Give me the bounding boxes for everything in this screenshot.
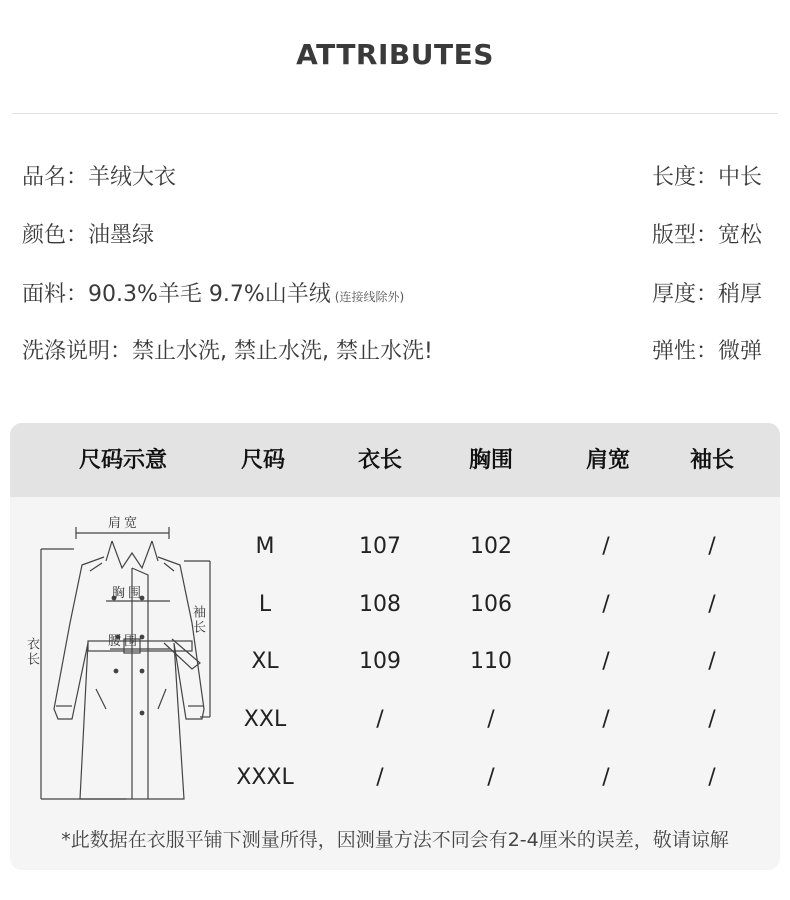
cell-shoulder: / [602,649,610,674]
attr-fabric [22,282,404,310]
cell-shoulder: / [602,592,610,617]
attr-label: 版型： [651,223,718,248]
cell-sleeve: / [708,765,716,790]
cell-sleeve: / [708,707,716,732]
attr-elasticity [652,339,762,365]
cell-sleeve: / [708,592,716,617]
attr-label: 品名： [22,165,89,190]
cell-chest: 106 [470,592,512,617]
cell-sleeve: / [708,649,716,674]
cell-size: M [255,534,275,559]
size-chart-header [10,423,780,497]
attr-color [22,223,154,249]
attr-label: 弹性： [651,339,718,364]
cell-chest: 110 [470,649,512,674]
header-sleeve: 袖长 [689,448,734,473]
diagram-label-sleeve: 袖长 [190,605,205,635]
attr-label: 颜色： [22,223,89,248]
coat-diagram [24,513,224,803]
attr-value: 90.3%羊毛 9.7%山羊绒 [88,282,331,307]
cell-shoulder: / [602,534,610,559]
divider [12,113,778,114]
diagram-label-length: 衣长 [24,637,39,667]
diagram-label-chest: 胸围 [112,586,145,601]
cell-shoulder: / [602,707,610,732]
attr-label: 长度： [651,165,718,190]
header-length: 衣长 [357,448,402,473]
header-size: 尺码 [240,448,285,473]
cell-length: 108 [359,592,401,617]
cell-length: 107 [359,534,401,559]
cell-length: / [376,765,384,790]
cell-size: L [258,592,272,617]
attr-value: 油墨绿 [88,223,155,248]
cell-chest: 102 [470,534,512,559]
cell-sleeve: / [708,534,716,559]
cell-chest: / [487,765,495,790]
diagram-label-waist: 腰围 [108,634,141,649]
attr-label: 洗涤说明： [22,339,133,364]
diagram-label-shoulder: 肩宽 [108,516,141,531]
attr-value: 羊绒大衣 [88,165,177,190]
cell-size: XXXL [236,765,294,790]
header-size-diagram: 尺码示意 [78,448,167,473]
cell-shoulder: / [602,765,610,790]
attr-thickness [652,282,762,308]
cell-length: / [376,707,384,732]
header-shoulder: 肩宽 [585,448,630,473]
cell-length: 109 [359,649,401,674]
attr-length [652,165,762,191]
cell-chest: / [487,707,495,732]
attr-fit [652,223,762,249]
attr-value: 稍厚 [717,282,762,307]
attr-value: 禁止水洗, 禁止水洗, 禁止水洗! [132,339,433,364]
attr-note: (连接线除外) [334,290,405,304]
page-title: ATTRIBUTES [296,38,494,71]
attr-value: 中长 [717,165,762,190]
cell-size: XL [251,649,279,674]
size-chart [10,423,780,870]
attr-washing [22,339,433,365]
cell-size: XXL [243,707,287,732]
attr-label: 厚度： [651,282,718,307]
attr-value: 宽松 [717,223,762,248]
attr-label: 面料： [22,282,89,307]
attr-product-name [22,165,176,191]
header-chest: 胸围 [468,448,513,473]
attr-value: 微弹 [717,339,762,364]
measurement-note: *此数据在衣服平铺下测量所得，因测量方法不同会有2-4厘米的误差，敬请谅解 [61,829,729,851]
coat-illustration [24,513,224,803]
